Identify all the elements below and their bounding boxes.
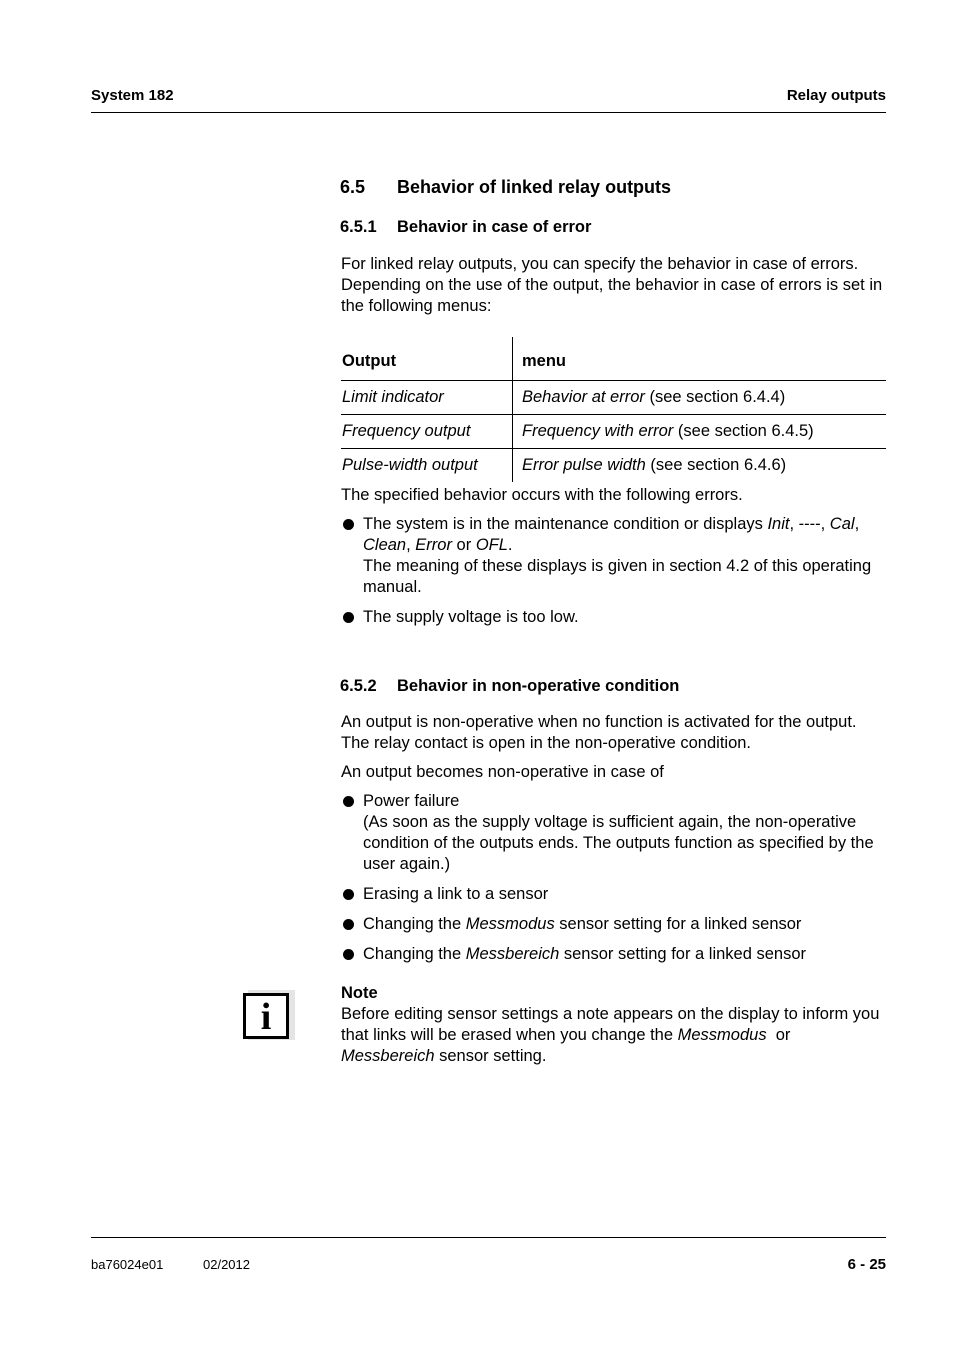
intro-text: For linked relay outputs, you can specify the behavior in case of errors. Depending on the use of the output, the behavior in case of errors is set in the following menus: (341, 255, 883, 315)
bullet-text: Changing the (363, 945, 466, 963)
running-header-right: Relay outputs (786, 87, 886, 104)
table-cell-menu (513, 381, 887, 415)
section-heading (340, 177, 671, 198)
nonoperative-text: An output is non-operative when no function is activated for the output. The relay contact is open in the non-operative condition. (341, 713, 857, 752)
footer-doc-number: ba76024e01 (91, 1257, 164, 1272)
subsection-heading-error (340, 218, 591, 237)
table-cell-output (341, 415, 513, 449)
footer-date: 02/2012 (203, 1257, 250, 1272)
intro-paragraph (341, 254, 889, 317)
subsection-number: 6.5.1 (340, 218, 377, 236)
bullet-icon (343, 519, 354, 530)
table-row (341, 381, 886, 415)
error-list (341, 514, 889, 628)
section-ref: (see section 6.4.6) (645, 456, 787, 474)
after-table-text: The specified behavior occurs with the following errors. (341, 486, 743, 504)
list-item (341, 914, 889, 935)
output-menu-table (341, 337, 886, 482)
section-number: 6.5 (340, 177, 366, 197)
cases-intro-text: An output becomes non-operative in case of (341, 763, 664, 781)
menu-name: Error pulse width (522, 456, 646, 474)
display-clean: Clean (363, 536, 407, 554)
info-glyph (246, 996, 286, 1036)
subsection-title: Behavior in case of error (397, 218, 592, 236)
bullet-text: The supply voltage is too low. (363, 608, 579, 626)
header-rule (91, 112, 886, 113)
table-cell-menu (513, 449, 887, 483)
table-header-menu: menu (513, 337, 887, 381)
nonoperative-list (341, 791, 889, 965)
section-ref: (see section 6.4.4) (644, 388, 786, 406)
table-header-row (341, 337, 886, 381)
subsection-title: Behavior in non-operative condition (397, 677, 680, 695)
section-ref: (see section 6.4.5) (673, 422, 814, 440)
display-init: Init (767, 515, 790, 533)
bullet-icon (343, 889, 354, 900)
table-cell-output (341, 449, 513, 483)
nonoperative-cases-intro (341, 762, 889, 783)
bullet-icon (343, 796, 354, 807)
note-block (341, 983, 889, 1067)
info-glyph-text: i (260, 996, 272, 1036)
output-name: Pulse-width output (342, 456, 478, 474)
separator: . (507, 536, 513, 554)
nonoperative-paragraph (341, 712, 889, 754)
bullet-icon (343, 612, 354, 623)
note-title: Note (341, 984, 378, 1002)
table-cell-output (341, 381, 513, 415)
list-item (341, 884, 889, 905)
bullet-text: Erasing a link to a sensor (363, 885, 549, 903)
bullet-text: sensor setting for a linked sensor (559, 945, 807, 963)
separator: , (406, 536, 416, 554)
display-error: Error (415, 536, 452, 554)
info-icon (243, 993, 289, 1039)
list-item (341, 944, 889, 965)
bullet-detail: (As soon as the supply voltage is sufficient again, the non-operative condition of the outputs ends. The outputs function as specified by the user again.) (363, 813, 874, 873)
setting-name: Messbereich (341, 1047, 435, 1065)
menu-name: Frequency with error (522, 422, 674, 440)
subsection-number: 6.5.2 (340, 677, 377, 695)
bullet-text: The system is in the maintenance condition or displays (363, 515, 768, 533)
subsection-heading-nonoperative (340, 677, 679, 696)
setting-name: Messmodus (465, 915, 555, 933)
running-header-left: System 182 (91, 87, 174, 104)
display-ofl: OFL (475, 536, 508, 554)
separator: , ----, (789, 515, 830, 533)
note-text-part: sensor setting. (434, 1047, 547, 1065)
list-item (341, 607, 889, 628)
setting-name: Messmodus (677, 1026, 767, 1044)
table-header-output: Output (342, 352, 397, 370)
list-item (341, 514, 889, 598)
setting-name: Messbereich (465, 945, 560, 963)
note-text-part: or (766, 1026, 796, 1044)
footer-rule (91, 1237, 886, 1238)
section-title: Behavior of linked relay outputs (397, 177, 672, 197)
menu-name: Behavior at error (522, 388, 645, 406)
separator: or (451, 536, 476, 554)
output-name: Limit indicator (342, 388, 444, 406)
bullet-text: sensor setting for a linked sensor (554, 915, 802, 933)
bullet-detail: The meaning of these displays is given in section 4.2 of this operating manual. (363, 557, 872, 596)
bullet-icon (343, 919, 354, 930)
page-number: 6 - 25 (847, 1256, 886, 1273)
list-item (341, 791, 889, 875)
table-row (341, 415, 886, 449)
note-text (341, 1004, 889, 1067)
bullet-text: Power failure (363, 792, 460, 810)
note-text-part: Before editing sensor settings a note appears on the display to inform you that links will be erased when you change the (341, 1005, 880, 1044)
table-row (341, 449, 886, 483)
output-name: Frequency output (342, 422, 471, 440)
bullet-text: Changing the (363, 915, 466, 933)
after-table-paragraph (341, 485, 889, 506)
bullet-icon (343, 949, 354, 960)
separator: , (854, 515, 860, 533)
display-cal: Cal (829, 515, 855, 533)
table-cell-menu (513, 415, 887, 449)
